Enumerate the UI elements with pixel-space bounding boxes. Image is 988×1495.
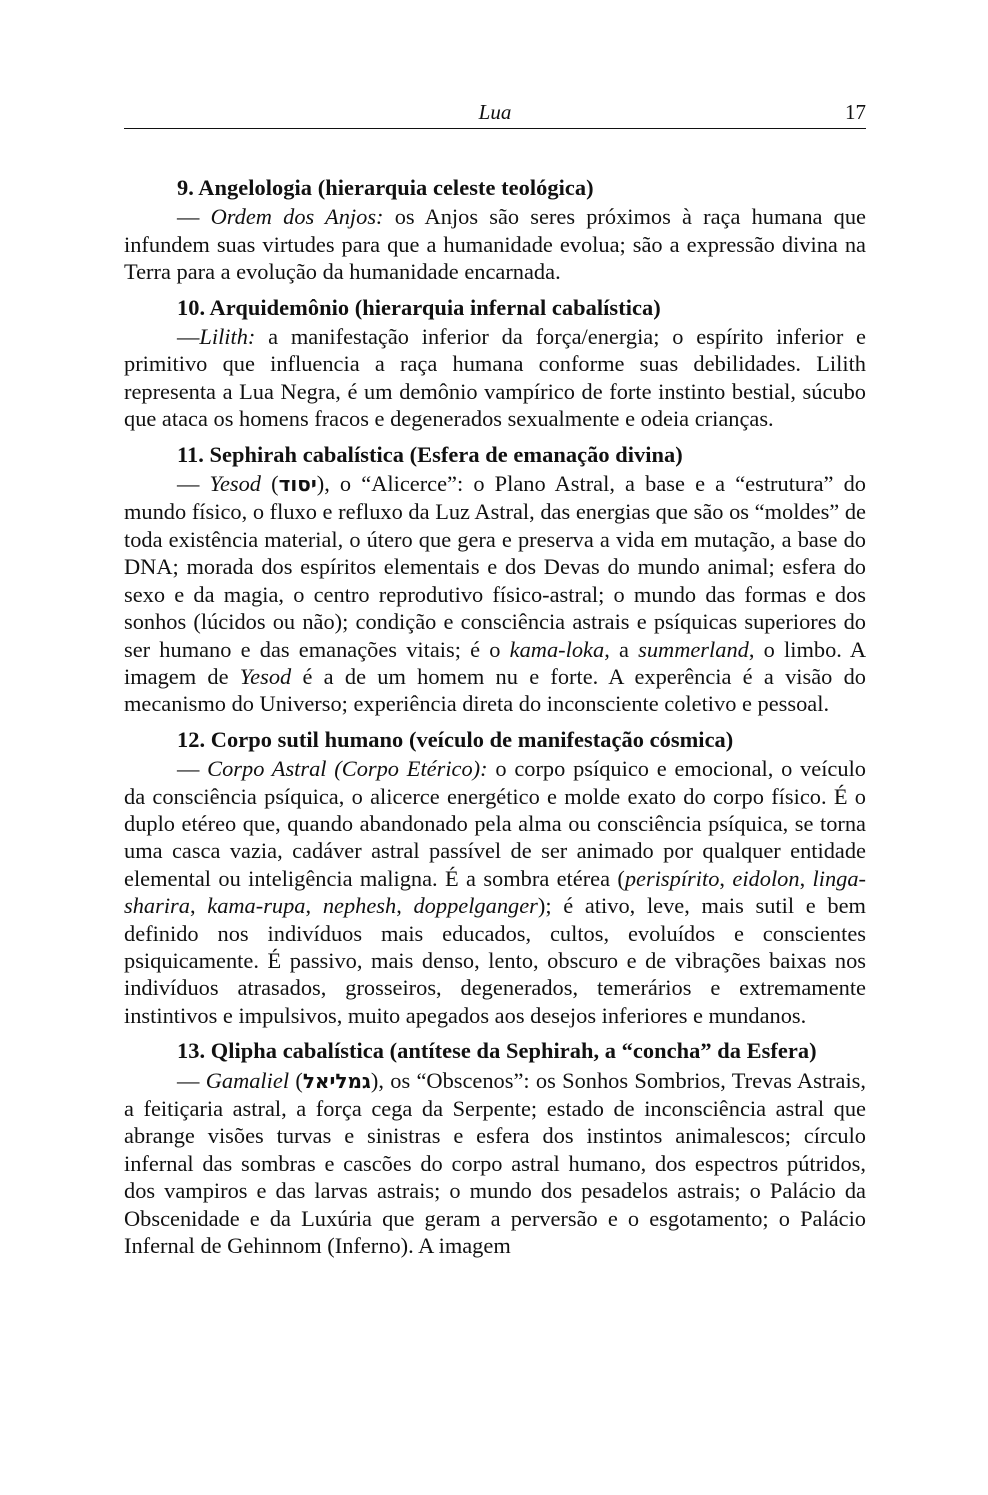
paragraph-text: o corpo psíquico e emocional, o veículo da consciência psíquica, o alicerce energético e molde exato do corpo físico. É o duplo etéreo que, quando abandonado pela alma ou consciência psíquica, se torna uma casca vazia, cadáver astral passível de ser animado por qualquer entidade elemental ou inteligência maligna. É a sombra etérea ( <box>124 756 866 891</box>
paragraph-text: , o limbo. A imagem de <box>124 636 867 689</box>
italic-term: kama-loka <box>509 636 605 662</box>
section-heading: 10. Arquidemônio (hierarquia infernal cabalística) <box>177 294 661 320</box>
section-paragraph: — Yesod (יסוד), o “Alicerce”: o Plano Astral, a base e a “estrutura” do mundo físico, o fluxo e refluxo da Luz Astral, das energias que são os “moldes” de toda existência material, o útero que gera e preserva a vida em mutação, a base do DNA; morada dos espíritos elementais e dos Devas do mundo animal; esfera do sexo e da magia, o centro reprodutivo físico-astral; o mundo das formas e dos sonhos (lúcidos ou não); condição e consciência astrais e psíquicas superiores do ser humano e das emanações vitais; é o kama-loka, a summerland, o limbo. A imagem de Yesod é a de um homem nu e forte. A experência é a visão do mecanismo do Universo; experiência direta do inconsciente coletivo e pessoal. <box>124 471 867 717</box>
italic-term: eidolon <box>732 865 800 891</box>
paragraph-text: ); é ativo, leve, mais sutil e bem definido nos indivíduos mais educados, cultos, evoluídos e conscientes psiquicamente. É passivo, mais denso, lento, obscuro e de vibrações baixas nos indivíduos atrasados, grosseiros, degenerados, temerários e extremamente instintivos e impulsivos, muito apegados aos desejos inferiores e mundanos. <box>124 893 866 1028</box>
italic-term: nephesh <box>322 893 397 919</box>
page-body <box>124 174 866 1267</box>
section-heading: 11. Sephirah cabalística (Esfera de emanação divina) <box>177 441 683 467</box>
separator: , <box>189 893 208 919</box>
separator: , <box>396 893 414 919</box>
section-paragraph <box>124 323 866 433</box>
section-qlipha <box>124 1037 866 1259</box>
section-sephirah <box>124 441 866 718</box>
hebrew-word: גמליאל <box>302 1068 371 1093</box>
term: Corpo Astral (Corpo Etérico): <box>207 756 488 782</box>
paragraph-text: a manifestação inferior da força/energia; o espírito inferior e primitivo que influencia a raça humana conforme suas debilidades. Lilith representa a Lua Negra, é um demônio vampírico de forte instinto bestial, súcubo que ataca os homens fracos e degenerados sexualmente e odeia crianças. <box>124 324 866 432</box>
section-angelologia <box>124 174 866 286</box>
separator: , <box>719 865 733 891</box>
italic-term: kama-rupa <box>207 893 306 919</box>
section-paragraph <box>124 203 866 285</box>
running-header <box>124 98 866 129</box>
page-number: 17 <box>845 100 866 124</box>
paragraph-text: os Anjos são seres próximos à raça humana que infundem suas virtudes para que a humanidade evolua; são a expressão divina na Terra para a evolução da humanidade encarnada. <box>124 204 866 285</box>
italic-term: doppelganger <box>413 893 538 919</box>
separator: , <box>305 893 323 919</box>
term: Yesod <box>209 471 261 497</box>
running-title: Lua <box>478 100 512 124</box>
em-dash: — <box>177 1067 206 1093</box>
hebrew-word: יסוד <box>278 472 317 497</box>
section-heading: 12. Corpo sutil humano (veículo de manifestação cósmica) <box>177 726 734 752</box>
term: Lilith: <box>199 324 256 350</box>
italic-term: Yesod <box>239 663 292 689</box>
separator: , <box>799 865 813 891</box>
paragraph-text: , os “Obscenos”: os Sonhos Sombrios, Trevas Astrais, a feitiçaria astral, a força cega da Serpente; estado de inconsciência astral que abrange visões turvas e sinistras e esfera dos instintos animalescos; círculo infernal das sombras e cascões do corpo astral humano, dos espectros pútridos, dos vampiros e das larvas astrais; o mundo dos pesadelos astrais; o Palácio da Obscenidade e da Luxúria que geram a perversão e o esgotamento; o Palácio Infernal de Gehinnom (Inferno). A imagem <box>124 1067 866 1259</box>
term: Ordem dos Anjos: <box>210 204 384 230</box>
em-dash: — <box>177 756 208 782</box>
italic-term: linga-sharira <box>124 865 867 919</box>
italic-term: summerland <box>638 636 749 662</box>
italic-term: perispírito <box>624 865 720 891</box>
term: Gamaliel <box>205 1067 290 1093</box>
em-dash: — <box>177 471 210 497</box>
section-heading: 9. Angelologia (hierarquia celeste teológica) <box>177 175 594 200</box>
paragraph-text: , a <box>604 636 639 662</box>
section-heading: 13. Qlipha cabalística (antítese da Sephirah, a “concha” da Esfera) <box>177 1038 817 1064</box>
section-paragraph <box>124 755 866 1029</box>
paragraph-text: é a de um homem nu e forte. A experência é a visão do mecanismo do Universo; experiência direta do inconsciente coletivo e pessoal. <box>124 663 866 717</box>
section-arquidemonio <box>124 294 866 433</box>
section-corpo-sutil <box>124 726 866 1029</box>
em-dash: — <box>177 324 200 350</box>
em-dash: — <box>177 204 211 230</box>
paragraph-text: , o “Alicerce”: o Plano Astral, a base e a “estrutura” do mundo físico, o fluxo e refluxo da Luz Astral, das energias que são os “moldes” de toda existência material, o útero que gera e preserva a vida em mutação, a base do DNA; morada dos espíritos elementais e dos Devas do mundo animal; esfera do sexo e da magia, o centro reprodutivo físico-astral; o mundo das formas e dos sonhos (lúcidos ou não); condição e consciência astrais e psíquicas superiores do ser humano e das emanações vitais; é o <box>124 471 866 662</box>
section-paragraph: — Gamaliel (גמליאל), os “Obscenos”: os Sonhos Sombrios, Trevas Astrais, a feitiçaria astral, a força cega da Serpente; estado de inconsciência astral que abrange visões turvas e sinistras e esfera dos instintos animalescos; círculo infernal das sombras e cascões do corpo astral humano, dos espectros pútridos, dos vampiros e das larvas astrais; o mundo dos pesadelos astrais; o Palácio da Obscenidade e da Luxúria que geram a perversão e o esgotamento; o Palácio Infernal de Gehinnom (Inferno). A imagem <box>124 1067 866 1259</box>
